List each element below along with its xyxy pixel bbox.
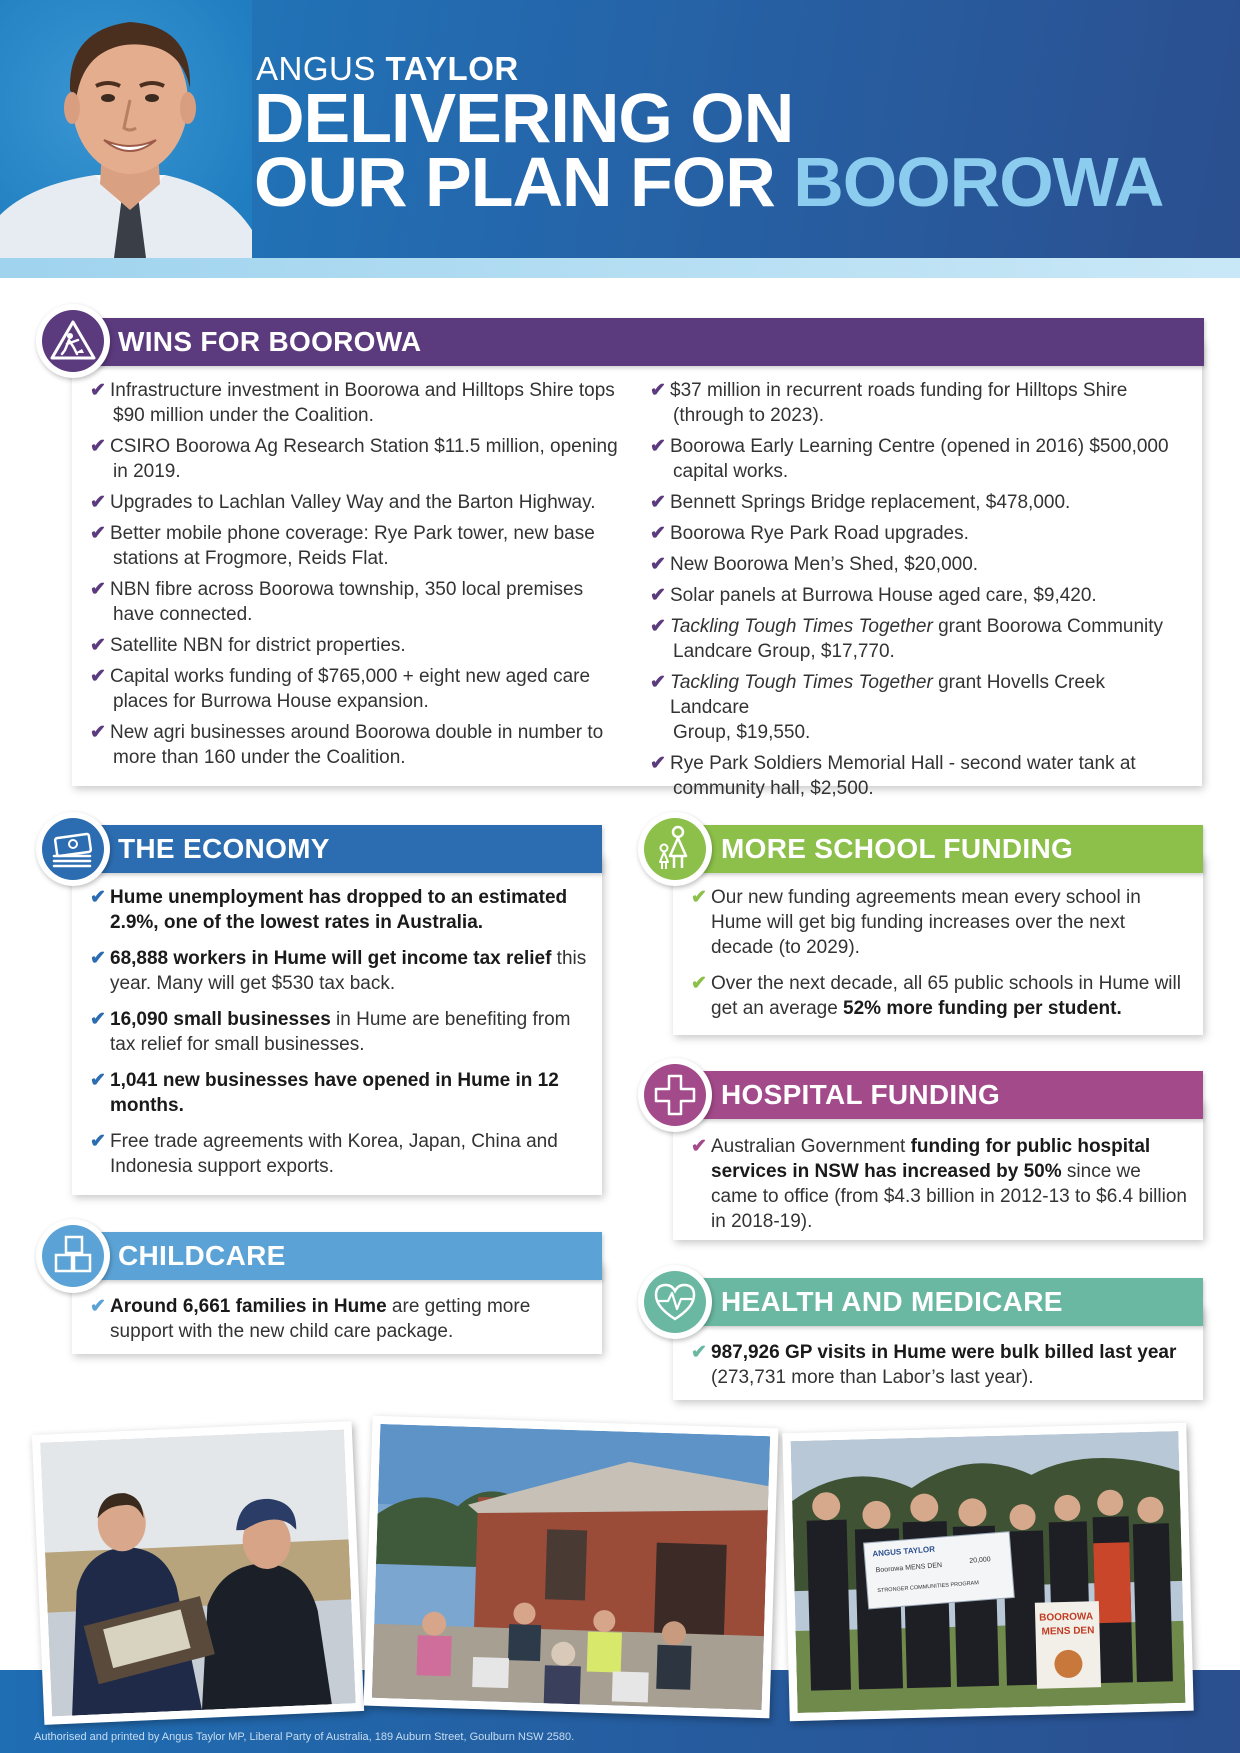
wins-item-continuation: Landcare Group, $17,770. — [673, 641, 895, 662]
wins-item-first-line — [670, 492, 1070, 513]
check-icon: ✔ — [90, 1296, 106, 1317]
check-icon: ✔ — [90, 887, 106, 908]
money-stack-icon — [42, 818, 104, 880]
wins-item-text: Upgrades to Lachlan Valley Way and the Barton Highway. — [110, 492, 596, 513]
check-icon: ✔ — [90, 722, 106, 743]
wins-item-text: New agri businesses around Boorowa double in number to — [110, 722, 604, 743]
economy-item — [90, 1129, 590, 1179]
wins-item — [90, 664, 620, 714]
school-list — [691, 885, 1191, 1032]
childcare-item — [90, 1294, 590, 1344]
wins-item-text: $37 million in recurrent roads funding for Hilltops Shire — [670, 380, 1128, 401]
check-icon: ✔ — [90, 523, 106, 544]
wins-item-emphasis: Tackling Tough Times Together — [670, 616, 933, 637]
wins-item — [650, 583, 1180, 608]
wins-item-text: New Boorowa Men’s Shed, $20,000. — [670, 554, 979, 575]
economy-item-text: this year. Many will get $530 tax back. — [110, 948, 587, 994]
economy-item — [90, 946, 590, 996]
economy-card — [72, 855, 602, 1195]
check-icon: ✔ — [691, 1136, 707, 1157]
sign-line-1: BOOROWA — [1039, 1611, 1094, 1624]
wins-item-text: Bennett Springs Bridge replacement, $478,000. — [670, 492, 1071, 513]
wins-item — [650, 521, 1180, 546]
check-icon: ✔ — [650, 616, 666, 637]
check-icon: ✔ — [650, 492, 666, 513]
check-icon: ✔ — [90, 635, 106, 656]
economy-badge — [36, 812, 110, 886]
economy-title: THE ECONOMY — [118, 833, 330, 864]
wins-item-first-line — [670, 523, 969, 544]
economy-item-highlight: 16,090 small businesses — [110, 1009, 331, 1030]
authorisation-statement: Authorised and printed by Angus Taylor MP, Liberal Party of Australia, 189 Auburn Street, Goulburn NSW 2580. — [34, 1731, 575, 1743]
heartbeat-icon — [644, 1271, 706, 1333]
wins-banner — [72, 318, 1204, 366]
wins-item-text: Boorowa Rye Park Road upgrades. — [670, 523, 969, 544]
wins-badge — [36, 304, 110, 378]
wins-list-left — [90, 378, 620, 776]
headline-line-2-text: OUR PLAN FOR — [254, 143, 775, 221]
check-icon: ✔ — [90, 1009, 106, 1030]
economy-item — [90, 1068, 590, 1118]
wins-item-text: Rye Park Soldiers Memorial Hall - second water tank at — [670, 753, 1136, 774]
wins-item — [650, 670, 1180, 745]
wins-item-continuation: capital works. — [673, 461, 789, 482]
childcare-banner — [72, 1232, 602, 1280]
economy-item-highlight: Hume unemployment has dropped to an estimated 2.9%, one of the lowest rates in Australia. — [110, 887, 568, 933]
candidate-last-name: TAYLOR — [385, 50, 519, 87]
hospital-badge — [638, 1058, 712, 1132]
photo-document-review — [32, 1421, 364, 1725]
wins-item — [90, 577, 620, 627]
wins-item-first-line — [110, 666, 590, 687]
economy-item — [90, 1007, 590, 1057]
wins-item-first-line — [110, 579, 583, 600]
childcare-item-highlight: Around 6,661 families in Hume — [110, 1296, 387, 1317]
headline-line-1: DELIVERING ON — [254, 79, 794, 157]
economy-item-text: Free trade agreements with Korea, Japan, China and Indonesia support exports. — [110, 1131, 558, 1177]
wins-item-continuation: $90 million under the Coalition. — [113, 405, 374, 426]
page-title — [254, 79, 1164, 221]
photo-mens-shed-meeting — [364, 1416, 779, 1719]
medicare-item — [691, 1340, 1191, 1390]
wins-item-continuation: have connected. — [113, 604, 253, 625]
check-icon: ✔ — [90, 948, 106, 969]
economy-item — [90, 885, 590, 935]
hospital-title: HOSPITAL FUNDING — [721, 1079, 1001, 1110]
wins-item-first-line — [670, 585, 1097, 606]
medicare-item-text-end: (273,731 more than Labor’s last year). — [711, 1367, 1034, 1388]
medicare-list — [691, 1340, 1191, 1390]
check-icon: ✔ — [90, 492, 106, 513]
wins-item-text: Boorowa Early Learning Centre (opened in 2016) $500,000 — [670, 436, 1169, 457]
wins-item — [90, 434, 620, 484]
wins-title: WINS FOR BOOROWA — [118, 326, 422, 357]
hospital-banner — [673, 1071, 1203, 1119]
hospital-item-text: Australian Government — [711, 1136, 911, 1157]
wins-card — [72, 340, 1202, 799]
check-icon: ✔ — [650, 753, 666, 774]
check-icon: ✔ — [691, 1342, 707, 1363]
check-icon: ✔ — [90, 380, 106, 401]
medicare-title: HEALTH AND MEDICARE — [721, 1286, 1063, 1317]
wins-item-first-line — [670, 436, 1169, 457]
cheque-memo: STRONGER COMMUNITIES PROGRAM — [877, 1580, 980, 1595]
roadworks-sign-icon — [42, 310, 104, 372]
check-icon: ✔ — [650, 585, 666, 606]
wins-item — [90, 521, 620, 571]
header-stripe — [0, 258, 1240, 278]
parent-child-icon — [644, 818, 706, 880]
hospital-item — [691, 1134, 1191, 1234]
economy-item-text: in Hume are benefiting from tax relief for small businesses. — [110, 1009, 571, 1055]
wins-item-continuation: (through to 2023). — [673, 405, 825, 426]
school-item — [691, 885, 1191, 960]
check-icon: ✔ — [90, 1131, 106, 1152]
wins-item-first-line — [110, 380, 615, 401]
check-icon: ✔ — [650, 436, 666, 457]
wins-item-first-line — [110, 436, 618, 457]
hospital-card — [673, 1100, 1203, 1240]
school-card — [673, 855, 1203, 1035]
wins-item-text: Capital works funding of $765,000 + eight new aged care — [110, 666, 591, 687]
photo-cheque-presentation — [782, 1423, 1193, 1721]
economy-item-highlight: 68,888 workers in Hume will get income tax relief — [110, 948, 552, 969]
check-icon: ✔ — [90, 436, 106, 457]
medicare-badge — [638, 1265, 712, 1339]
medical-cross-icon — [644, 1064, 706, 1126]
economy-list — [90, 885, 590, 1190]
cheque-amount: 20,000 — [969, 1556, 991, 1565]
wins-list-right — [650, 378, 1180, 807]
wins-item-first-line — [670, 380, 1127, 401]
headline-town: BOOROWA — [793, 143, 1164, 221]
sign-line-2: MENS DEN — [1041, 1625, 1095, 1638]
wins-item-first-line — [110, 523, 595, 544]
wins-item — [90, 633, 620, 658]
hospital-item-text-end: since we came to office (from $4.3 billion in 2012-13 to $6.4 billion in 2018-19). — [711, 1161, 1187, 1232]
wins-item-continuation: in 2019. — [113, 461, 181, 482]
school-item — [691, 971, 1191, 1021]
check-icon: ✔ — [650, 380, 666, 401]
wins-item-text: NBN fibre across Boorowa township, 350 local premises — [110, 579, 584, 600]
header-banner — [0, 0, 1240, 262]
wins-item — [650, 378, 1180, 428]
wins-item — [650, 751, 1180, 801]
hospital-list — [691, 1134, 1191, 1234]
headline-line-2 — [254, 143, 1164, 221]
wins-item-first-line — [110, 722, 603, 743]
economy-banner — [72, 825, 602, 873]
wins-item-text: CSIRO Boorowa Ag Research Station $11.5 million, opening — [110, 436, 618, 457]
wins-item-first-line — [670, 554, 978, 575]
wins-item — [90, 720, 620, 770]
wins-item-continuation: community hall, $2,500. — [673, 778, 874, 799]
wins-item — [650, 614, 1180, 664]
check-icon: ✔ — [691, 887, 707, 908]
wins-item — [90, 490, 620, 515]
wins-item-first-line — [110, 635, 406, 656]
check-icon: ✔ — [650, 523, 666, 544]
school-banner — [673, 825, 1203, 873]
childcare-list — [90, 1294, 590, 1344]
check-icon: ✔ — [90, 1070, 106, 1091]
medicare-item-highlight: 987,926 GP visits in Hume were bulk billed last year — [711, 1342, 1177, 1363]
check-icon: ✔ — [90, 579, 106, 600]
medicare-banner — [673, 1278, 1203, 1326]
wins-item-text: Solar panels at Burrowa House aged care, $9,420. — [670, 585, 1097, 606]
check-icon: ✔ — [650, 672, 666, 693]
wins-item-continuation: Group, $19,550. — [673, 722, 811, 743]
childcare-item-text: are getting more support with the new child care package. — [110, 1296, 531, 1342]
wins-item — [650, 490, 1180, 515]
hospital-item-highlight: funding for public hospital services in NSW has increased by 50% — [711, 1136, 1151, 1182]
check-icon: ✔ — [650, 554, 666, 575]
wins-item-first-line — [670, 616, 1163, 637]
wins-item-continuation: stations at Frogmore, Reids Flat. — [113, 548, 389, 569]
check-icon: ✔ — [691, 973, 707, 994]
wins-item — [650, 552, 1180, 577]
childcare-badge — [36, 1219, 110, 1293]
wins-item-emphasis: Tackling Tough Times Together — [670, 672, 933, 693]
wins-item-first-line — [110, 492, 595, 513]
wins-item — [90, 378, 620, 428]
wins-item-text: Satellite NBN for district properties. — [110, 635, 406, 656]
wins-item-first-line — [670, 753, 1136, 774]
childcare-title: CHILDCARE — [118, 1240, 286, 1271]
school-item-highlight: 52% more funding per student. — [843, 998, 1122, 1019]
school-item-text: Our new funding agreements mean every school in Hume will get big funding increases over the next decade (to 2029). — [711, 887, 1141, 958]
wins-item-continuation: places for Burrowa House expansion. — [113, 691, 429, 712]
wins-item-continuation: more than 160 under the Coalition. — [113, 747, 406, 768]
cheque-recipient: Boorowa MENS DEN — [875, 1562, 943, 1575]
candidate-portrait — [0, 0, 252, 258]
wins-item-text: Better mobile phone coverage: Rye Park tower, new base — [110, 523, 595, 544]
wins-item-text: grant Boorowa Community — [932, 616, 1164, 637]
school-title: MORE SCHOOL FUNDING — [721, 833, 1074, 864]
building-blocks-icon — [42, 1225, 104, 1287]
wins-item — [650, 434, 1180, 484]
wins-item-text: Infrastructure investment in Boorowa and Hilltops Shire tops — [110, 380, 615, 401]
school-item-text: Over the next decade, all 65 public schools in Hume will get an average — [711, 973, 1181, 1019]
economy-item-highlight: 1,041 new businesses have opened in Hume in 12 months. — [110, 1070, 559, 1116]
wins-item-text: grant Hovells Creek Landcare — [670, 672, 1105, 718]
check-icon: ✔ — [90, 666, 106, 687]
candidate-first-name: ANGUS — [256, 50, 376, 87]
wins-item-first-line — [670, 672, 1105, 718]
cheque-payee: ANGUS TAYLOR — [872, 1544, 936, 1559]
school-badge — [638, 812, 712, 886]
